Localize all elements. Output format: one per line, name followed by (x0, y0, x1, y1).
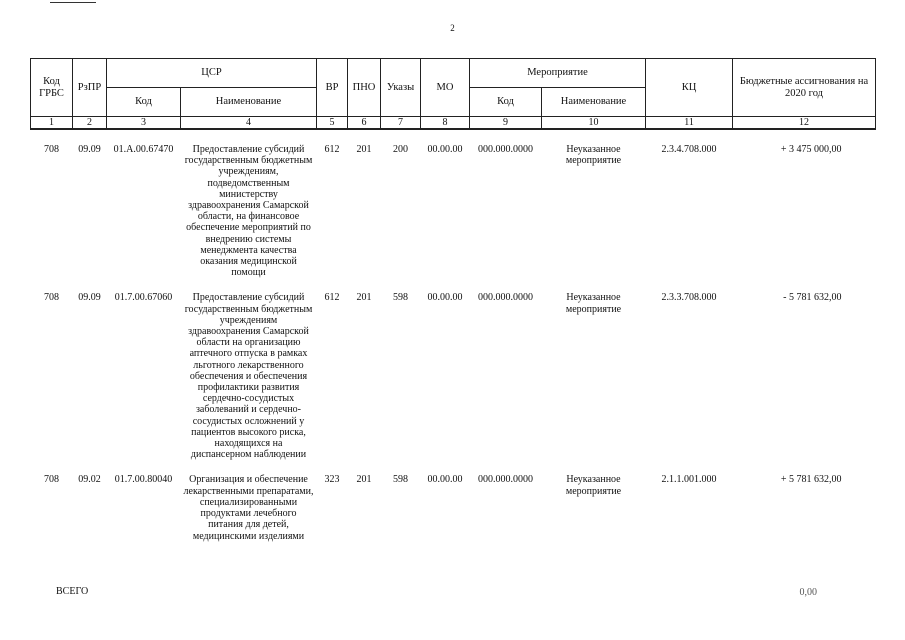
cell-ukazy: 200 (393, 144, 408, 155)
cell-meropr-name: Неуказанное мероприятие (565, 474, 622, 497)
table-body (31, 129, 876, 542)
page-number: 2 (450, 23, 455, 33)
table-row (31, 292, 876, 460)
column-number: 12 (733, 117, 876, 130)
cell-csr-name: Предоставление субсидий государственным бюджетным учреждениям здравоохранения Самарской области на организацию аптечного отпуска в рамках льготного лекарственного обеспечения и обеспечения профилактики развития сердечно-сосудистых заболеваний и сердечно-сосудистых осложнений у пациентов высокого риска, находящихся на диспансерном наблюдении (184, 292, 313, 461)
scan-mark (50, 2, 96, 3)
table-header (31, 59, 876, 130)
header-kod-grbs: Код ГРБС (31, 59, 73, 117)
column-number: 4 (181, 117, 317, 130)
cell-ukazy: 598 (393, 292, 408, 304)
budget-table (30, 58, 876, 542)
column-number: 10 (542, 117, 646, 130)
header-vr: ВР (317, 59, 348, 117)
cell-mo: 00.00.00 (427, 474, 463, 486)
cell-mo: 00.00.00 (427, 292, 463, 304)
column-number: 7 (381, 117, 421, 130)
cell-vr: 612 (324, 144, 340, 155)
cell-grbs: 708 (44, 474, 59, 486)
cell-grbs: 708 (44, 144, 59, 155)
cell-meropr-code: 000.000.0000 (478, 292, 533, 304)
cell-pno: 201 (356, 292, 372, 304)
cell-meropr-code: 000.000.0000 (478, 474, 533, 486)
cell-meropr-code: 000.000.0000 (478, 144, 533, 155)
cell-meropr-name: Неуказанное мероприятие (565, 144, 622, 167)
cell-csr-code: 01.7.00.67060 (114, 292, 173, 304)
column-number: 8 (421, 117, 470, 130)
header-kc: КЦ (646, 59, 733, 117)
column-number-row (31, 117, 876, 130)
cell-csr-name: Организация и обеспечение лекарственными препаратами, специализированными продуктами лечебного питания для детей, медицинскими изделиями (183, 474, 314, 542)
cell-rzpr: 09.09 (78, 292, 101, 304)
header-ukazy: Указы (381, 59, 421, 117)
header-csr-kod: Код (107, 88, 181, 117)
column-number: 2 (73, 117, 107, 130)
cell-kc: 2.3.4.708.000 (661, 144, 717, 155)
cell-csr-code: 01.А.00.67470 (113, 144, 174, 155)
cell-amount: + 5 781 632,00 (780, 474, 842, 486)
total-label: ВСЕГО (56, 586, 89, 597)
cell-pno: 201 (356, 474, 372, 486)
cell-vr: 612 (324, 292, 340, 304)
cell-kc: 2.1.1.001.000 (661, 474, 717, 486)
cell-amount: + 3 475 000,00 (780, 144, 842, 155)
column-number: 5 (317, 117, 348, 130)
column-number: 9 (470, 117, 542, 130)
cell-pno: 201 (356, 144, 372, 155)
header-budget: Бюджетные ассигнования на 2020 год (733, 59, 876, 117)
column-number: 6 (348, 117, 381, 130)
cell-kc: 2.3.3.708.000 (661, 292, 717, 304)
header-meropriyatie: Мероприятие (470, 59, 646, 88)
cell-meropr-name: Неуказанное мероприятие (565, 292, 622, 315)
header-mo: МО (421, 59, 470, 117)
table-row (31, 474, 876, 541)
cell-vr: 323 (324, 474, 340, 486)
cell-csr-name: Предоставление субсидий государственным бюджетным учреждениям, подведомственным министерству здравоохранения Самарской области, на финансовое обеспечение мероприятий по внедрению системы менеджмента качества оказания медицинской помощи (184, 144, 313, 279)
header-csr: ЦСР (107, 59, 317, 88)
cell-csr-code: 01.7.00.80040 (114, 474, 173, 486)
table-row (31, 144, 876, 278)
header-csr-name: Наименование (181, 88, 317, 117)
cell-grbs: 708 (44, 292, 59, 304)
header-pno: ПНО (348, 59, 381, 117)
cell-rzpr: 09.02 (78, 474, 101, 486)
cell-rzpr: 09.09 (78, 144, 101, 155)
cell-mo: 00.00.00 (427, 144, 463, 155)
cell-ukazy: 598 (393, 474, 408, 486)
total-value: 0,00 (799, 587, 817, 598)
column-number: 11 (646, 117, 733, 130)
column-number: 3 (107, 117, 181, 130)
header-meropr-kod: Код (470, 88, 542, 117)
header-meropr-name: Наименование (542, 88, 646, 117)
header-rzpr: РзПР (73, 59, 107, 117)
cell-amount: - 5 781 632,00 (783, 292, 842, 304)
column-number: 1 (31, 117, 73, 130)
